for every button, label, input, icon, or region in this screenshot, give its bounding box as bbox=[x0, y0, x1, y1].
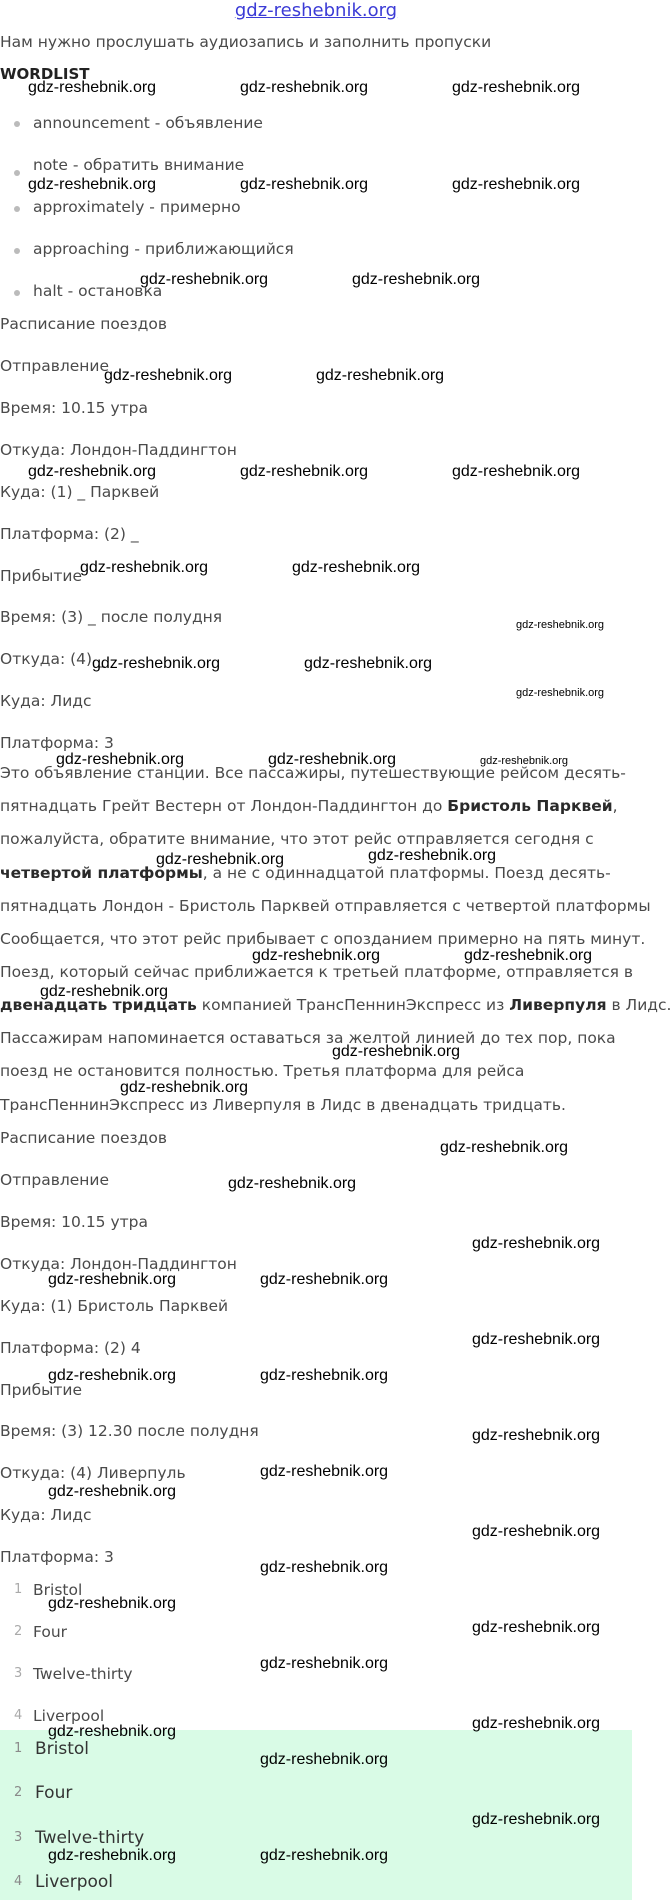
watermark: gdz-reshebnik.org bbox=[92, 655, 221, 672]
answer-number: 3 bbox=[14, 1666, 23, 1681]
watermark: gdz-reshebnik.org bbox=[240, 463, 369, 480]
watermark: gdz-reshebnik.org bbox=[140, 271, 269, 288]
departure-to: Куда: (1) Бристоль Парквей bbox=[0, 1297, 229, 1315]
watermark: gdz-reshebnik.org bbox=[452, 463, 581, 480]
transcript-line: Это объявление станции. Все пассажиры, путешествующие рейсом десять- bbox=[0, 764, 626, 782]
arrival-heading: Прибытие bbox=[0, 1381, 83, 1399]
arrival-platform: Платформа: 3 bbox=[0, 1548, 114, 1566]
watermark: gdz-reshebnik.org bbox=[268, 751, 397, 768]
departure-heading: Отправление bbox=[0, 357, 110, 375]
transcript-bold: Бристоль Парквей bbox=[447, 797, 613, 815]
watermark: gdz-reshebnik.org bbox=[352, 271, 481, 288]
watermark: gdz-reshebnik.org bbox=[120, 1079, 249, 1096]
watermark: gdz-reshebnik.org bbox=[472, 1811, 601, 1828]
departure-heading: Отправление bbox=[0, 1171, 110, 1189]
watermark: gdz-reshebnik.org bbox=[156, 851, 285, 868]
wordlist-item: halt - остановка bbox=[33, 282, 163, 300]
arrival-to: Куда: Лидс bbox=[0, 1506, 92, 1524]
transcript-line: Поезд, который сейчас приближается к третьей платформе, отправляется в bbox=[0, 963, 633, 981]
watermark: gdz-reshebnik.org bbox=[40, 983, 169, 1000]
transcript-line: ТрансПеннинЭкспресс из Ливерпуля в Лидс в двенадцать тридцать. bbox=[0, 1096, 566, 1114]
watermark: gdz-reshebnik.org bbox=[56, 751, 185, 768]
departure-from: Откуда: Лондон-Паддингтон bbox=[0, 441, 237, 459]
answer-number: 4 bbox=[14, 1708, 23, 1723]
arrival-from: Откуда: (4) _ bbox=[0, 650, 105, 668]
transcript-text: компанией ТрансПеннинЭкспресс из bbox=[196, 996, 510, 1014]
wordlist-title: WORDLIST bbox=[0, 65, 90, 83]
transcript-bold: Ливерпуля bbox=[509, 996, 607, 1014]
watermark: gdz-reshebnik.org bbox=[316, 367, 445, 384]
answer-number: 1 bbox=[14, 1741, 23, 1756]
answer-item: Twelve-thirty bbox=[33, 1665, 133, 1683]
answer-number: 4 bbox=[14, 1874, 23, 1889]
watermark: gdz-reshebnik.org bbox=[260, 1271, 389, 1288]
arrival-from: Откуда: (4) Ливерпуль bbox=[0, 1464, 186, 1482]
answer-number: 1 bbox=[14, 1582, 23, 1597]
answer-item: Bristol bbox=[33, 1581, 83, 1599]
answer-item: Four bbox=[33, 1623, 68, 1641]
watermark: gdz-reshebnik.org bbox=[332, 1043, 461, 1060]
answer-item: Liverpool bbox=[33, 1707, 105, 1725]
answer-item: Twelve-thirty bbox=[35, 1828, 145, 1848]
watermark: gdz-reshebnik.org bbox=[48, 1367, 177, 1384]
watermark: gdz-reshebnik.org bbox=[48, 1483, 177, 1500]
answer-number: 2 bbox=[14, 1785, 23, 1800]
wordlist-item: approximately - примерно bbox=[33, 198, 241, 216]
watermark: gdz-reshebnik.org bbox=[48, 1723, 177, 1740]
watermark: gdz-reshebnik.org bbox=[260, 1463, 389, 1480]
site-link[interactable]: gdz-reshebnik.org bbox=[234, 0, 398, 21]
watermark: gdz-reshebnik.org bbox=[28, 79, 157, 96]
transcript-text: пятнадцать Грейт Вестерн от Лондон-Паддингтон до bbox=[0, 797, 448, 815]
watermark: gdz-reshebnik.org bbox=[304, 655, 433, 672]
transcript-bold: четвертой платформы bbox=[0, 864, 203, 882]
watermark: gdz-reshebnik.org bbox=[472, 1235, 601, 1252]
watermark: gdz-reshebnik.org bbox=[452, 79, 581, 96]
watermark: gdz-reshebnik.org bbox=[260, 1559, 389, 1576]
watermark: gdz-reshebnik.org bbox=[228, 1175, 357, 1192]
watermark: gdz-reshebnik.org bbox=[516, 687, 605, 699]
departure-platform: Платформа: (2) _ bbox=[0, 525, 139, 543]
watermark: gdz-reshebnik.org bbox=[472, 1331, 601, 1348]
watermark: gdz-reshebnik.org bbox=[472, 1427, 601, 1444]
schedule-title: Расписание поездов bbox=[0, 315, 167, 333]
transcript-line bbox=[0, 863, 611, 883]
bullet-dot bbox=[14, 248, 20, 254]
watermark: gdz-reshebnik.org bbox=[80, 559, 209, 576]
transcript-text: в Лидс. bbox=[606, 996, 671, 1014]
watermark: gdz-reshebnik.org bbox=[48, 1271, 177, 1288]
watermark: gdz-reshebnik.org bbox=[368, 847, 497, 864]
answer-number: 3 bbox=[14, 1830, 23, 1845]
transcript-bold: двенадцать тридцать bbox=[0, 996, 197, 1014]
departure-time: Время: 10.15 утра bbox=[0, 399, 149, 417]
watermark: gdz-reshebnik.org bbox=[28, 463, 157, 480]
arrival-time: Время: (3) 12.30 после полудня bbox=[0, 1422, 259, 1440]
transcript-line: Пассажирам напоминается оставаться за желтой линией до тех пор, пока bbox=[0, 1029, 616, 1047]
answer-item: Liverpool bbox=[35, 1872, 114, 1892]
transcript-text: , bbox=[612, 797, 618, 815]
arrival-to: Куда: Лидс bbox=[0, 692, 92, 710]
schedule-title: Расписание поездов bbox=[0, 1129, 167, 1147]
watermark: gdz-reshebnik.org bbox=[260, 1751, 389, 1768]
watermark: gdz-reshebnik.org bbox=[260, 1655, 389, 1672]
answer-item: Bristol bbox=[35, 1739, 90, 1759]
watermark: gdz-reshebnik.org bbox=[48, 1847, 177, 1864]
arrival-time: Время: (3) _ после полудня bbox=[0, 608, 223, 626]
task-text: Нам нужно прослушать аудиозапись и заполнить пропуски bbox=[0, 33, 492, 51]
bullet-dot bbox=[14, 121, 20, 127]
transcript-text: , а не с одиннадцатой платформы. Поезд десять- bbox=[202, 864, 611, 882]
wordlist-item: approaching - приближающийся bbox=[33, 240, 294, 258]
departure-time: Время: 10.15 утра bbox=[0, 1213, 149, 1231]
answer-item: Four bbox=[35, 1783, 73, 1803]
watermark: gdz-reshebnik.org bbox=[252, 947, 381, 964]
bullet-dot bbox=[14, 206, 20, 212]
bullet-dot bbox=[14, 170, 20, 176]
arrival-heading: Прибытие bbox=[0, 567, 83, 585]
watermark: gdz-reshebnik.org bbox=[260, 1847, 389, 1864]
wordlist-item: note - обратить внимание bbox=[33, 156, 245, 174]
transcript-line bbox=[0, 796, 618, 816]
watermark: gdz-reshebnik.org bbox=[472, 1523, 601, 1540]
transcript-line: пятнадцать Лондон - Бристоль Парквей отправляется с четвертой платформы bbox=[0, 897, 651, 915]
watermark: gdz-reshebnik.org bbox=[292, 559, 421, 576]
transcript-line: поезд не остановится полностью. Третья платформа для рейса bbox=[0, 1062, 525, 1080]
watermark: gdz-reshebnik.org bbox=[240, 176, 369, 193]
wordlist-item: announcement - объявление bbox=[33, 114, 263, 132]
watermark: gdz-reshebnik.org bbox=[516, 619, 605, 631]
watermark: gdz-reshebnik.org bbox=[452, 176, 581, 193]
departure-to: Куда: (1) _ Парквей bbox=[0, 483, 160, 501]
watermark: gdz-reshebnik.org bbox=[472, 1619, 601, 1636]
watermark: gdz-reshebnik.org bbox=[464, 947, 593, 964]
departure-from: Откуда: Лондон-Паддингтон bbox=[0, 1255, 237, 1273]
bullet-dot bbox=[14, 290, 20, 296]
arrival-platform: Платформа: 3 bbox=[0, 734, 114, 752]
watermark: gdz-reshebnik.org bbox=[48, 1595, 177, 1612]
transcript-line: Сообщается, что этот рейс прибывает с опозданием примерно на пять минут. bbox=[0, 930, 646, 948]
watermark: gdz-reshebnik.org bbox=[440, 1139, 569, 1156]
departure-platform: Платформа: (2) 4 bbox=[0, 1339, 141, 1357]
watermark: gdz-reshebnik.org bbox=[260, 1367, 389, 1384]
watermark: gdz-reshebnik.org bbox=[240, 79, 369, 96]
answer-number: 2 bbox=[14, 1624, 23, 1639]
watermark: gdz-reshebnik.org bbox=[472, 1715, 601, 1732]
watermark: gdz-reshebnik.org bbox=[104, 367, 233, 384]
transcript-line: пожалуйста, обратите внимание, что этот рейс отправляется сегодня с bbox=[0, 830, 594, 848]
watermark: gdz-reshebnik.org bbox=[28, 176, 157, 193]
watermark: gdz-reshebnik.org bbox=[480, 755, 569, 767]
